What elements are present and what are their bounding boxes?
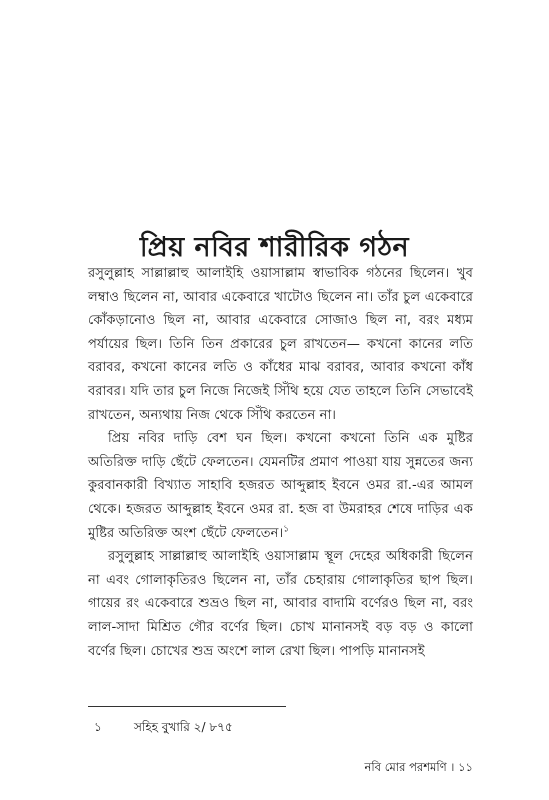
footnote-reference[interactable]: ১ [283,524,290,535]
paragraph-text: রসুলুল্লাহ সাল্লাল্লাহু আলাইহি ওয়াসাল্লাম স্থূল দেহের অধিকারী ছিলেন না এবং গোলাকৃতিরও ছিলেন না, তাঁর চেহারায় গোলাকৃতির ছাপ ছিল। গায়ের রং একেবারে শুভ্রও ছিল না, আবার বাদামি বর্ণেরও ছিল না, বরং লাল-সাদা মিশ্রিত গৌর বর্ণের ছিল। চোখ মানানসই বড় বড় ও কালো বর্ণের ছিল। চোখের শুভ্র অংশে লাল রেখা ছিল। পাপড়ি মানানসই [88,549,473,659]
footnote-number: ১ [94,720,102,734]
footnote-text: সহিহ বুখারি ২/ ৮৭৫ [134,720,233,734]
paragraph-body-complexion [88,545,473,663]
paragraph-beard [88,427,473,545]
running-footer: নবি মোর পরশমণি । ১১ [364,760,473,774]
paragraph-text: রসুলুল্লাহ সাল্লাল্লাহু আলাইহি ওয়াসাল্লাম স্বাভাবিক গঠনের ছিলেন। খুব লম্বাও ছিলেন না, আবার একেবারে খাটোও ছিলেন না। তাঁর চুল একেবারে কোঁকড়ানোও ছিল না, আবার একেবারে সোজাও ছিল না, বরং মধ্যম পর্যায়ের ছিল। তিনি তিন প্রকারের চুল রাখতেন— কখনো কানের লতি বরাবর, কখনো কানের লতি ও কাঁধের মাঝ বরাবর, আবার কখনো কাঁধ বরাবর। যদি তার চুল নিজে নিজেই সিঁথি হয়ে যেত তাহলে তিনি সেভাবেই রাখতেন, অন্যথায় নিজ থেকে সিঁথি করতেন না। [88,266,473,423]
chapter-title: প্রিয় নবির শারীরিক গঠন [139,232,410,264]
footnote [94,718,233,736]
paragraph-text: প্রিয় নবির দাড়ি বেশ ঘন ছিল। কখনো কখনো তিনি এক মুষ্টির অতিরিক্ত দাড়ি ছেঁটে ফেলতেন। যেমনটির প্রমাণ পাওয়া যায় সুন্নতের জন্য কুরবানকারী বিখ্যাত সাহাবি হজরত আব্দুল্লাহ ইবনে ওমর রা.-এর আমল থেকে। হজরত আব্দুল্লাহ ইবনে ওমর রা. হজ বা উমরাহর শেষে দাড়ির এক মুষ্টির অতিরিক্ত অংশ ছেঁটে ফেলতেন। [88,431,473,541]
paragraph-hair [88,262,473,427]
body-text [88,262,473,663]
footnote-divider [88,706,286,707]
